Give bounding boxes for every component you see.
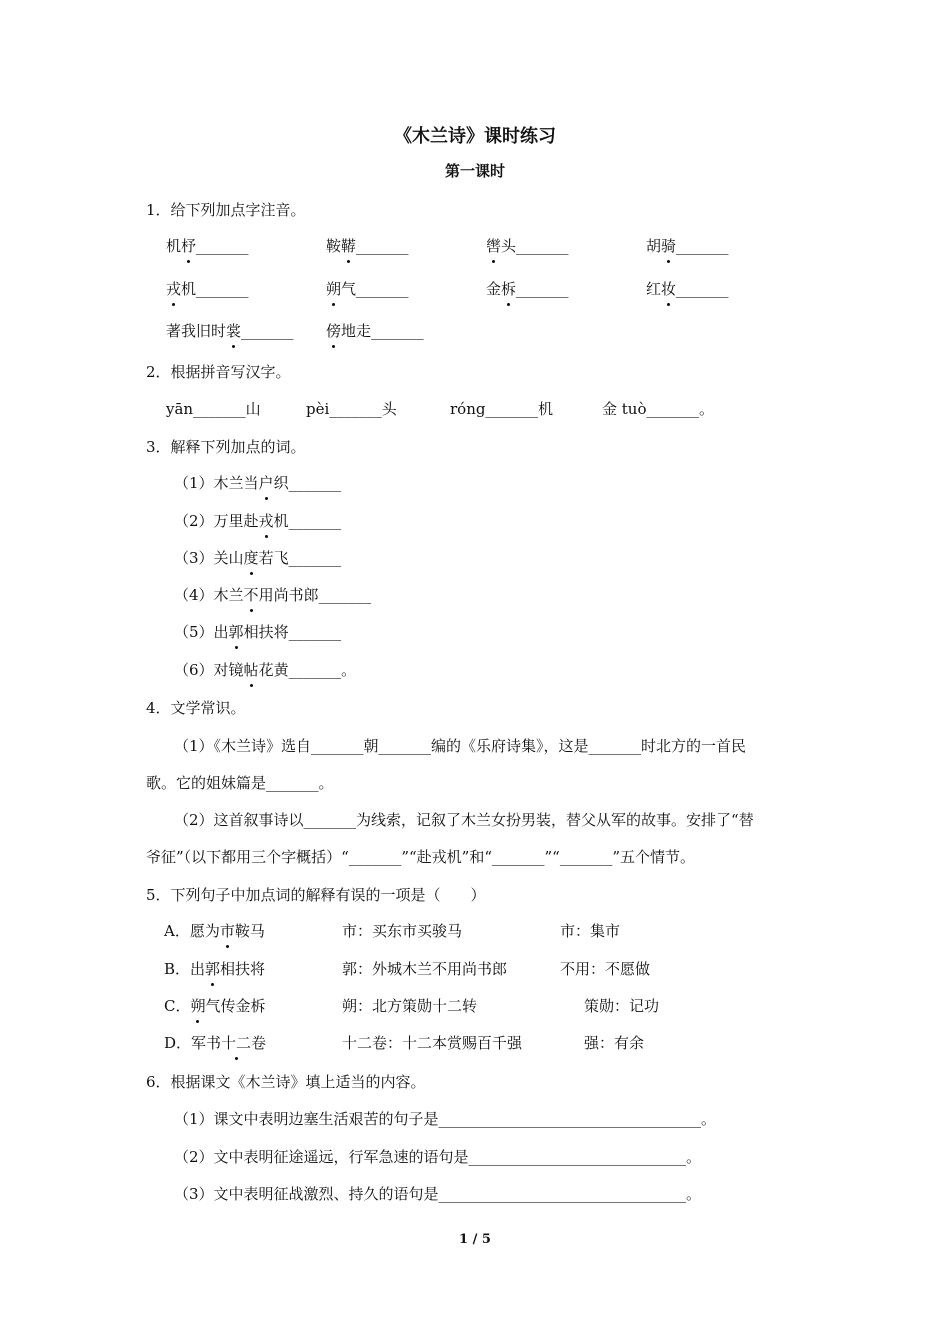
emphasized-char: 傍 [326, 322, 342, 340]
emphasized-char: 度 [243, 549, 259, 567]
text-pre: 著我旧时 [166, 322, 227, 340]
text-pre: C． [164, 997, 191, 1015]
emphasized-char: 帖 [243, 661, 259, 679]
text-pre: 鞍 [326, 237, 342, 255]
text-post: 头_______ [501, 237, 569, 255]
question-2-stem: 2．根据拼音写汉字。 [146, 363, 291, 381]
phonetic-item [166, 320, 294, 342]
option-explanation-2: 不用：不愿做 [560, 960, 651, 978]
text-pre: （2）万里赴 [174, 512, 259, 530]
emphasized-char: 杼 [181, 237, 197, 255]
question-6-item: （3）文中表明征战激烈、持久的语句是_________________________________。 [174, 1185, 702, 1203]
text-pre: 红 [646, 280, 662, 298]
text-pre: （1）木兰当 [174, 474, 259, 492]
question-4-part-1: （1）《木兰诗》选自_______朝_______编的《乐府诗集》，这是_______时北方的一首民 [174, 737, 747, 755]
emphasized-char: 朔 [326, 280, 342, 298]
text-post: _______ [241, 322, 294, 340]
option-sentence [164, 958, 265, 980]
text-post: 若飞_______ [258, 549, 342, 567]
question-4-part-2: （2）这首叙事诗以_______为线索，记叙了木兰女扮男装，替父从军的故事。安排了“替 [174, 811, 754, 829]
emphasized-char: 骑 [661, 237, 677, 255]
text-pre: （4）木兰 [174, 586, 244, 604]
text-post: 鞍马 [234, 922, 265, 940]
option-explanation: 朔：北方策勋十二转 [342, 997, 478, 1015]
pinyin-item: yān_______山 [166, 400, 261, 418]
phonetic-item [486, 278, 569, 300]
text-post: _______ [516, 280, 569, 298]
pinyin-item: pèi_______头 [306, 400, 397, 418]
phonetic-item [166, 278, 249, 300]
emphasized-char: 鞯 [341, 237, 357, 255]
phonetic-item [326, 278, 409, 300]
option-sentence [164, 995, 266, 1017]
text-post: 花黄_______。 [258, 661, 357, 679]
question-5-stem: 5．下列句子中加点词的解释有误的一项是（ ） [146, 886, 486, 904]
text-post: _______ [196, 237, 249, 255]
emphasized-char: 戎 [258, 512, 274, 530]
option-sentence [164, 1032, 266, 1054]
pinyin-item: róng_______机 [450, 400, 553, 418]
definition-item [174, 510, 341, 532]
option-explanation-2: 策勋：记功 [584, 997, 660, 1015]
question-6-item: （1）课文中表明边塞生活艰苦的句子是___________________________________。 [174, 1110, 717, 1128]
text-pre: 胡 [646, 237, 662, 255]
text-post: 卷 [251, 1034, 267, 1052]
phonetic-item [166, 235, 249, 257]
emphasized-char: 戎 [166, 280, 182, 298]
emphasized-char: 郭 [228, 623, 244, 641]
phonetic-item [326, 235, 409, 257]
option-sentence [164, 920, 265, 942]
text-pre: D．军书 [164, 1034, 222, 1052]
emphasized-char: 朔 [190, 997, 206, 1015]
text-post: 地走_______ [341, 322, 424, 340]
text-post: 相扶将 [220, 960, 266, 978]
question-1-stem: 1．给下列加点字注音。 [146, 201, 306, 219]
question-6-item: （2）文中表明征途遥远，行军急速的语句是_____________________________。 [174, 1148, 702, 1166]
question-4-part-1-cont: 歌。它的姐妹篇是_______。 [146, 774, 334, 792]
question-4-stem: 4．文学常识。 [146, 699, 246, 717]
emphasized-char: 郭 [205, 960, 221, 978]
text-post: _______ [676, 237, 729, 255]
text-post: 用尚书郎_______ [258, 586, 372, 604]
definition-item [174, 472, 341, 494]
definition-item [174, 659, 356, 681]
text-pre: 机 [166, 237, 182, 255]
phonetic-item [646, 235, 729, 257]
phonetic-item [486, 235, 569, 257]
text-pre: （3）关山 [174, 549, 244, 567]
page-number: 1 / 5 [459, 1232, 491, 1247]
text-post: _______ [676, 280, 729, 298]
question-6-stem: 6．根据课文《木兰诗》填上适当的内容。 [146, 1073, 426, 1091]
option-explanation: 郭：外城木兰不用尚书郎 [342, 960, 508, 978]
text-pre: A．愿为 [164, 922, 220, 940]
text-post: _______ [356, 237, 409, 255]
definition-item [174, 621, 341, 643]
emphasized-char: 市 [219, 922, 235, 940]
text-post: 气_______ [341, 280, 409, 298]
text-pre: （6）对镜 [174, 661, 244, 679]
text-post: 相扶将_______ [243, 623, 342, 641]
definition-item [174, 547, 341, 569]
emphasized-char: 十二 [221, 1034, 252, 1052]
text-pre: （5）出 [174, 623, 229, 641]
phonetic-item [326, 320, 424, 342]
phonetic-item [646, 278, 729, 300]
page-subtitle: 第一课时 [444, 162, 505, 180]
text-pre: B．出 [164, 960, 206, 978]
question-4-part-2-cont: 爷征”（以下都用三个字概括）“_______”“赴戎机”和“_______”“_______”五个情节。 [146, 848, 696, 866]
text-post: 织_______ [273, 474, 342, 492]
emphasized-char: 辔 [486, 237, 502, 255]
text-pre: 金 [486, 280, 502, 298]
option-explanation-2: 强：有余 [584, 1034, 645, 1052]
emphasized-char: 不 [243, 586, 259, 604]
option-explanation-2: 市：集市 [560, 922, 621, 940]
emphasized-char: 妆 [661, 280, 677, 298]
pinyin-item: 金 tuò_______。 [602, 400, 714, 418]
emphasized-char: 户 [258, 474, 274, 492]
text-post: 机_______ [273, 512, 342, 530]
emphasized-char: 柝 [501, 280, 517, 298]
page-title: 《木兰诗》课时练习 [394, 126, 556, 147]
text-post: 机_______ [181, 280, 249, 298]
emphasized-char: 裳 [226, 322, 242, 340]
question-3-stem: 3．解释下列加点的词。 [146, 438, 306, 456]
text-post: 气传金柝 [205, 997, 266, 1015]
option-explanation: 十二卷：十二本赏赐百千强 [342, 1034, 523, 1052]
option-explanation: 市：买东市买骏马 [342, 922, 463, 940]
definition-item [174, 584, 371, 606]
